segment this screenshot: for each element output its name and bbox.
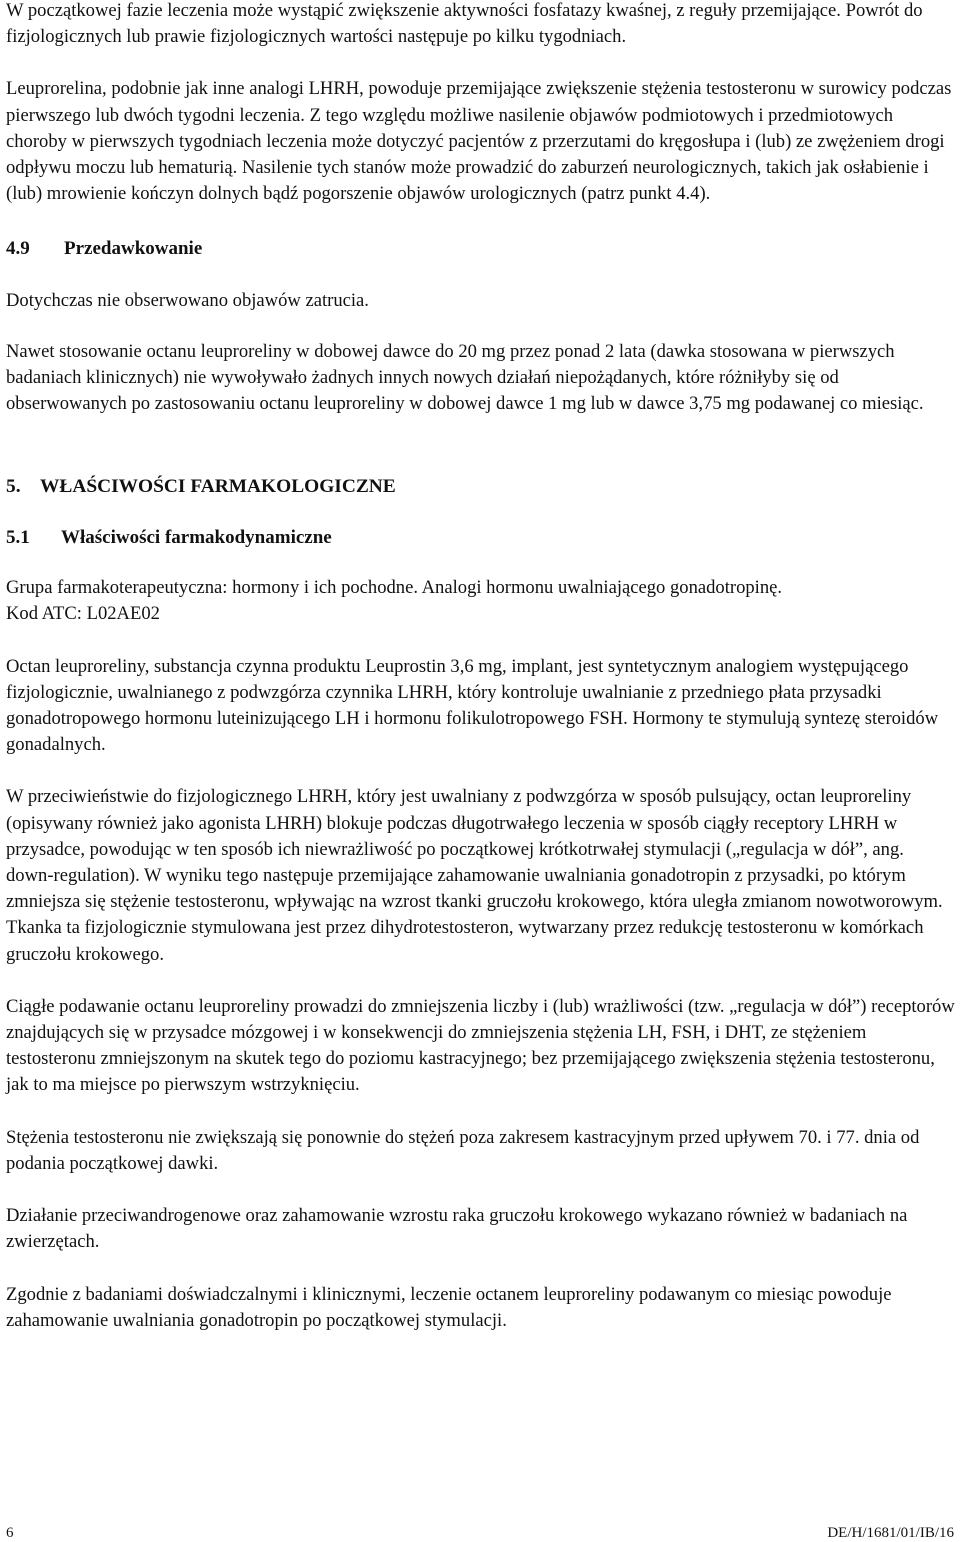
section-heading-5 <box>6 473 956 501</box>
paragraph-testosterone-levels: Stężenia testosteronu nie zwiększają się ponownie do stężeń poza zakresem kastracyjnym przed upływem 70. i 77. dnia od podania początkowej dawki. <box>6 1126 920 1174</box>
paragraph-acid-phosphatase: W początkowej fazie leczenia może wystąpić zwiększenie aktywności fosfatazy kwaśnej, z reguły przemijające. Powrót do fizjologicznych lub prawie fizjologicznych wartości następuje po kilku tygodniach. <box>6 0 923 48</box>
paragraph-antiandrogenic-action: Działanie przeciwandrogenowe oraz zahamowanie wzrostu raka gruczołu krokowego wykazano również w badaniach na zwierzętach. <box>6 1205 908 1253</box>
section-heading-5-1 <box>6 524 956 552</box>
section-heading-4-9 <box>6 236 956 262</box>
paragraph-high-dose: Nawet stosowanie octanu leuproreliny w dobowej dawce do 20 mg przez ponad 2 lata (dawka stosowana w pierwszych badaniach klinicznych) nie wywoływało żadnych innych nowych działań niepożądanych, które różniłyby się od obserwowanych po zastosowaniu octanu leuproreliny w dobowej dawce 1 mg lub w dawce 3,75 mg podawanej co miesiąc. <box>6 340 924 415</box>
paragraph-atc-code: Kod ATC: L02AE02 <box>6 603 160 625</box>
document-page <box>6 0 956 1334</box>
paragraph-leuprorelin-acetate: Octan leuproreliny, substancja czynna produktu Leuprostin 3,6 mg, implant, jest syntetycznym analogiem występującego fizjologicznie, uwalnianego z podwzgórza czynnika LHRH, który kontroluje uwalnianie z przedniego płata przysadki gonadotropowego hormonu luteinizującego LH i hormonu folikulotropowego FSH. Hormony te stymulują syntezę steroidów gonadalnych. <box>6 655 939 756</box>
document-id: DE/H/1681/01/IB/16 <box>827 1525 954 1541</box>
paragraph-no-overdose: Dotychczas nie obserwowano objawów zatrucia. <box>6 290 369 312</box>
paragraph-clinical-studies: Zgodnie z badaniami doświadczalnymi i klinicznymi, leczenie octanem leuproreliny podawanym co miesiąc powoduje zahamowanie uwalniania gonadotropin po początkowej stymulacji. <box>6 1283 892 1331</box>
page-footer <box>6 1524 954 1542</box>
section-number: 5. <box>6 476 21 498</box>
section-title: Przedawkowanie <box>64 238 203 260</box>
paragraph-pharmacotherapeutic-group: Grupa farmakoterapeutyczna: hormony i ich pochodne. Analogi hormonu uwalniającego gonadotropinę. <box>6 577 783 599</box>
paragraph-continuous-administration: Ciągłe podawanie octanu leuproreliny prowadzi do zmniejszenia liczby i (lub) wrażliwości (tzw. „regulacja w dół”) receptorów znajdujących się w przysadce mózgowej i w konsekwencji do zmniejszenia stężenia LH, FSH, i DHT, ze stężeniem testosteronu zmniejszonym na skutek tego do poziomu kastracyjnego; bez przemijającego zwiększenia stężenia testosteronu, jak to ma miejsce po pierwszym wstrzyknięciu. <box>6 995 955 1096</box>
section-title: WŁAŚCIWOŚCI FARMAKOLOGICZNE <box>40 476 396 498</box>
section-number: 4.9 <box>6 238 30 260</box>
section-title: Właściwości farmakodynamiczne <box>61 527 332 549</box>
page-number: 6 <box>6 1525 14 1541</box>
paragraph-testosterone-flare: Leuprorelina, podobnie jak inne analogi LHRH, powoduje przemijające zwiększenie stężenia testosteronu w surowicy podczas pierwszego lub dwóch tygodni leczenia. Z tego względu możliwe nasilenie objawów podmiotowych i przedmiotowych choroby w pierwszych tygodniach leczenia może dotyczyć pacjentów z przerzutami do kręgosłupa i (lub) ze zwężeniem drogi odpływu moczu lub hematurią. Nasilenie tych stanów może prowadzić do zaburzeń neurologicznych, takich jak osłabienie i (lub) mrowienie kończyn dolnych bądź pogorszenie objawów urologicznych (patrz punkt 4.4). <box>6 78 952 205</box>
section-number: 5.1 <box>6 527 30 549</box>
paragraph-mechanism: W przeciwieństwie do fizjologicznego LHRH, który jest uwalniany z podwzgórza w sposób pulsujący, octan leuproreliny (opisywany również jako agonista LHRH) blokuje podczas długotrwałego leczenia w sposób ciągły receptory LHRH w przysadce, powodując w ten sposób ich niewrażliwość po początkowej krótkotrwałej stymulacji („regulacja w dół”, ang. down-regulation). W wyniku tego następuje przemijające zahamowanie uwalniania gonadotropin z przysadki, po którym zmniejsza się stężenie testosteronu, wpływając na wzrost tkanki gruczołu krokowego, która uległa zmianom nowotworowym. Tkanka ta fizjologicznie stymulowana jest przez dihydrotestosteron, wytwarzany przez redukcję testosteronu w komórkach gruczołu krokowego. <box>6 786 943 965</box>
